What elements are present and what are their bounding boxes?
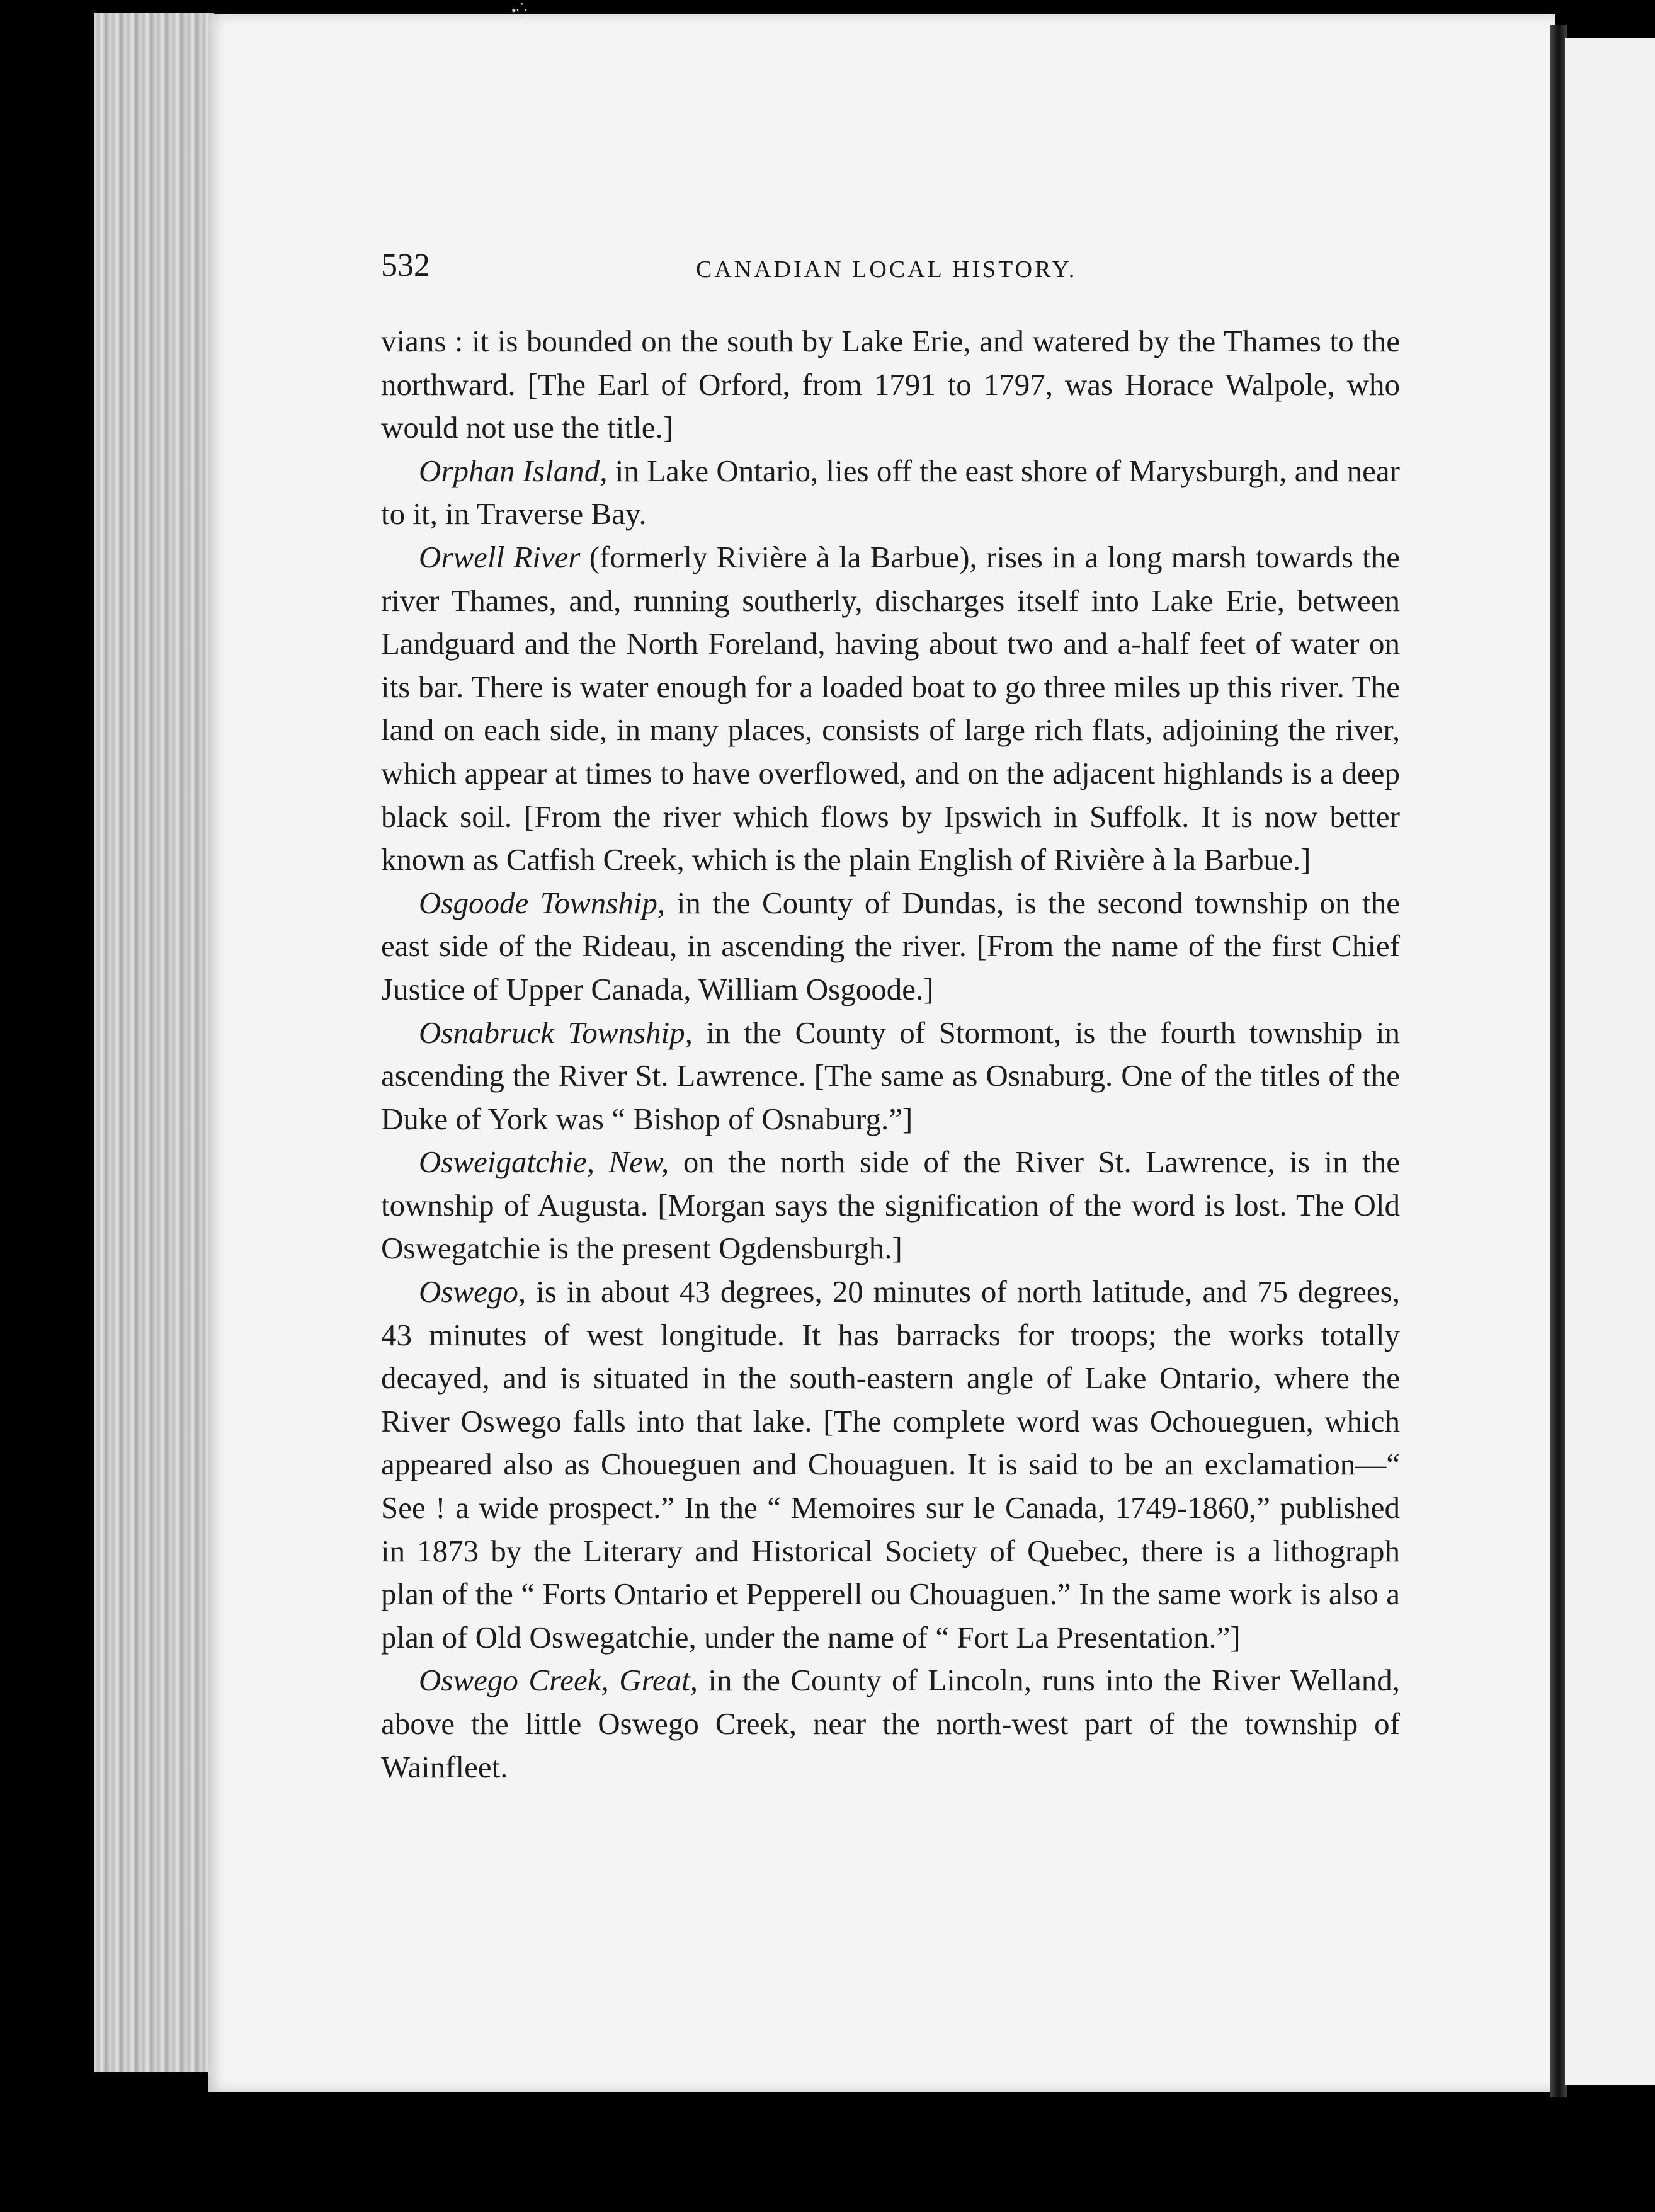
entry-body: in the County of Lincoln, runs into the River Welland, above the little Oswego Creek, near the north-west part of the township of Wainfleet. [381, 1663, 1400, 1784]
entry-term: Orwell River [419, 539, 581, 574]
entry-oswego [381, 1270, 1400, 1659]
entry-term: Osgoode Township, [419, 885, 666, 920]
entry-term: Orphan Island, [419, 453, 608, 488]
entry-body: in Lake Ontario, lies off the east shore of Marysburgh, and near to it, in Traverse Bay. [381, 453, 1400, 532]
paragraph-continuation [381, 320, 1400, 450]
paragraph-body: vians : it is bounded on the south by Lake Erie, and watered by the Thames to the northward. [The Earl of Orford, from 1791 to 1797, was Horace Walpole, who would not use the title.] [381, 324, 1400, 445]
entry-osnabruck-township [381, 1012, 1400, 1141]
book-page-edges [94, 13, 214, 2072]
facing-page-edge [1565, 38, 1655, 2085]
entry-term: Oswego Creek, Great, [419, 1663, 698, 1698]
entry-term: Osnabruck Township, [419, 1015, 693, 1050]
entry-term: Osweigatchie, New, [419, 1144, 669, 1180]
entry-body: is in about 43 degrees, 20 minutes of north latitude, and 75 degrees, 43 minutes of west longitude. It has barracks for troops; the works totally decayed, and is situated in the south-eastern angle of Lake Ontario, where the River Oswego falls into that lake. [The complete word was Ochoueguen, which appeared also as Choueguen and Chouaguen. It is said to be an exclamation—“ See ! a wide prospect.” In the “ Memoires sur le Canada, 1749-1860,” published in 1873 by the Literary and Historical Society of Quebec, there is a lithograph plan of the “ Forts Ontario et Pepperell ou Chouaguen.” In the same work is also a plan of Old Oswegatchie, under the name of “ Fort La Presentation.”] [381, 1274, 1400, 1655]
page-number: 532 [381, 248, 430, 283]
body-text [381, 320, 1400, 1789]
scan-mark: •⁛ [511, 3, 528, 18]
entry-osweigatchie-new [381, 1141, 1400, 1270]
entry-body: in the County of Dundas, is the second township on the east side of the Rideau, in ascending the river. [From the name of the first Chief Justice of Upper Canada, William Osgoode.] [381, 885, 1401, 1006]
entry-orphan-island [381, 450, 1400, 536]
entry-body: in the County of Stormont, is the fourth township in ascending the River St. Lawrence. [The same as Osnaburg. One of the titles of the Duke of York was “ Bishop of Osnaburg.”] [381, 1015, 1401, 1136]
entry-orwell-river [381, 536, 1400, 882]
running-title: CANADIAN LOCAL HISTORY. [696, 256, 1078, 283]
entry-body: on the north side of the River St. Lawrence, is in the township of Augusta. [Morgan says the signification of the word is lost. The Old Oswegatchie is the present Ogdensburgh.] [381, 1144, 1401, 1266]
entry-body: (formerly Rivière à la Barbue), rises in a long marsh towards the river Thames, and, running southerly, discharges itself into Lake Erie, between Landguard and the North Foreland, having about two and a-half feet of water on its bar. There is water enough for a loaded boat to go three miles up this river. The land on each side, in many places, consists of large rich flats, adjoining the river, which appear at times to have overflowed, and on the adjacent highlands is a deep black soil. [From the river which flows by Ipswich in Suffolk. It is now better known as Catfish Creek, which is the plain English of Rivière à la Barbue.] [381, 539, 1400, 877]
entry-oswego-creek-great [381, 1659, 1400, 1789]
running-head [381, 247, 1401, 285]
entry-term: Oswego, [419, 1274, 526, 1309]
entry-osgoode-township [381, 882, 1400, 1012]
